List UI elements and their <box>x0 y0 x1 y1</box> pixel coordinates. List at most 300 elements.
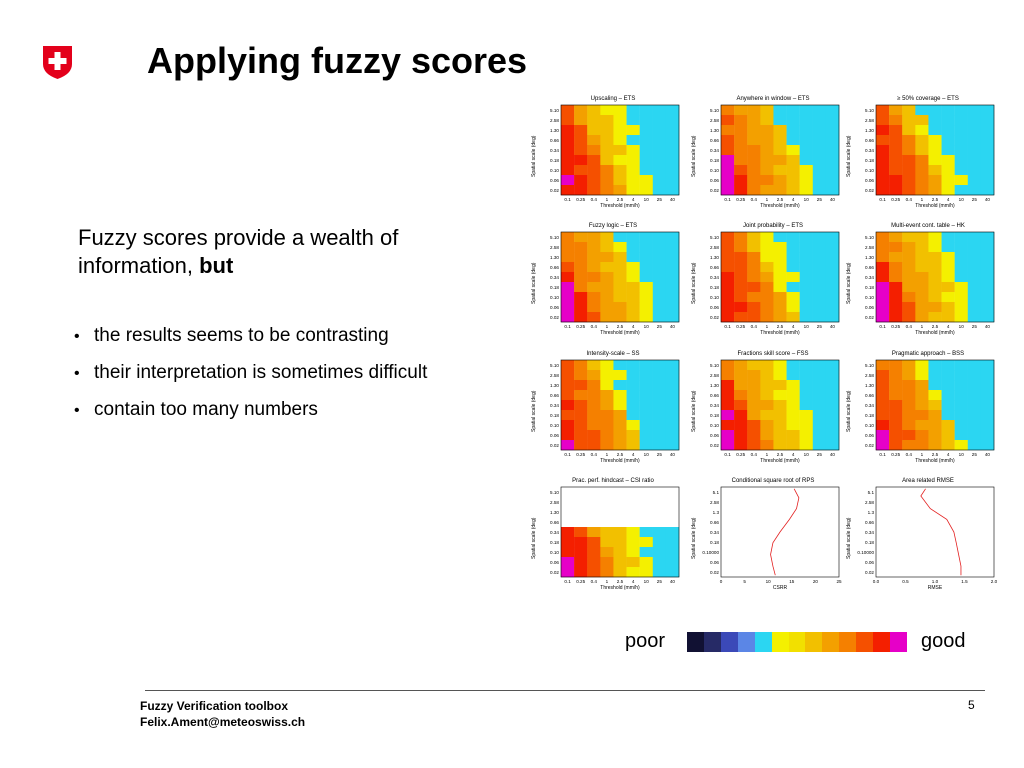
heatmap-cell <box>968 105 981 115</box>
heatmap-cell <box>734 232 747 242</box>
heatmap-cell <box>876 312 889 322</box>
heatmap-cell <box>813 302 826 312</box>
heatmap-cell <box>574 497 587 507</box>
heatmap-cell <box>915 390 928 400</box>
heatmap-cell <box>928 360 941 370</box>
heatmap-cell <box>627 400 640 410</box>
heatmap-cell <box>800 292 813 302</box>
heatmap-cell <box>587 312 600 322</box>
slide-title: Applying fuzzy scores <box>147 40 528 81</box>
heatmap-cell <box>773 282 786 292</box>
heatmap-cell <box>640 125 653 135</box>
heatmap-cell <box>928 185 941 195</box>
heatmap-cell <box>666 507 679 517</box>
heatmap-cell <box>640 420 653 430</box>
heatmap-cell <box>640 547 653 557</box>
x-tick-label: 10 <box>765 579 771 584</box>
x-tick-label: 0.1 <box>564 452 571 457</box>
heatmap-cell <box>653 302 666 312</box>
legend-swatch <box>873 632 890 652</box>
heatmap-cell <box>587 360 600 370</box>
heatmap-cell <box>600 487 613 497</box>
x-tick-label: 15 <box>789 579 795 584</box>
heatmap-cell <box>968 175 981 185</box>
panel-plot <box>697 222 849 340</box>
heatmap-cell <box>666 105 679 115</box>
y-tick-label: 0.06 <box>865 432 874 438</box>
heatmap-cell <box>666 497 679 507</box>
heatmap-cell <box>747 292 760 302</box>
heatmap-cell <box>653 410 666 420</box>
heatmap-cell <box>760 440 773 450</box>
heatmap-cell <box>876 420 889 430</box>
heatmap-cell <box>902 410 915 420</box>
heatmap-cell <box>773 175 786 185</box>
heatmap-cell <box>760 232 773 242</box>
heatmap-cell <box>613 175 626 185</box>
heatmap-cell <box>760 282 773 292</box>
heatmap-cell <box>800 272 813 282</box>
heatmap-cell <box>928 252 941 262</box>
heatmap-cell <box>800 302 813 312</box>
heatmap-cell <box>666 517 679 527</box>
x-tick-label: 40 <box>984 324 991 329</box>
heatmap-cell <box>902 125 915 135</box>
x-tick-label: 40 <box>829 197 836 202</box>
y-tick-label: 0.34 <box>550 274 559 280</box>
heatmap-cell <box>773 400 786 410</box>
heatmap-cell <box>981 420 994 430</box>
heatmap-cell <box>627 370 640 380</box>
heatmap-cell <box>773 420 786 430</box>
heatmap-cell <box>747 175 760 185</box>
heatmap-cell <box>574 125 587 135</box>
y-tick-label: 0.66 <box>710 264 719 270</box>
x-tick-label: 0.1 <box>564 197 571 202</box>
x-tick-label: 5 <box>743 579 746 584</box>
x-tick-label: 25 <box>656 324 662 329</box>
heatmap-cell <box>561 410 574 420</box>
heatmap-cell <box>613 400 626 410</box>
y-tick-label: 0.10 <box>710 294 719 300</box>
heatmap-cell <box>800 410 813 420</box>
heatmap-cell <box>942 282 955 292</box>
heatmap-cell <box>653 360 666 370</box>
heatmap-cell <box>653 262 666 272</box>
heatmap-cell <box>942 185 955 195</box>
y-tick-label: 0.02 <box>710 442 719 448</box>
heatmap-cell <box>666 135 679 145</box>
heatmap-cell <box>721 292 734 302</box>
heatmap-cell <box>787 252 800 262</box>
heatmap-cell <box>613 125 626 135</box>
heatmap-cell <box>613 390 626 400</box>
heatmap-cell <box>666 302 679 312</box>
heatmap-cell <box>968 312 981 322</box>
x-tick-label: 0 <box>719 579 723 584</box>
heatmap-cell <box>773 115 786 125</box>
heatmap-cell <box>928 400 941 410</box>
heatmap-cell <box>981 410 994 420</box>
heatmap-cell <box>734 135 747 145</box>
x-tick-label: 0.4 <box>750 197 757 202</box>
heatmap-cell <box>889 360 902 370</box>
heatmap-cell <box>981 380 994 390</box>
heatmap-cell <box>955 430 968 440</box>
heatmap-cell <box>587 242 600 252</box>
heatmap-cell <box>813 440 826 450</box>
heatmap-cell <box>574 527 587 537</box>
heatmap-cell <box>734 302 747 312</box>
y-tick-label: 0.10 <box>550 549 559 555</box>
heatmap-cell <box>800 420 813 430</box>
y-tick-label: 0.10 <box>550 294 559 300</box>
x-tick-label: 20 <box>812 579 818 584</box>
heatmap-cell <box>587 507 600 517</box>
heatmap-cell <box>787 370 800 380</box>
heatmap-cell <box>942 145 955 155</box>
heatmap-cell <box>876 400 889 410</box>
x-tick-label: 0.25 <box>891 197 901 202</box>
heatmap-cell <box>826 312 839 322</box>
heatmap-cell <box>640 272 653 282</box>
x-tick-label: 2.5 <box>616 579 624 584</box>
heatmap-cell <box>787 175 800 185</box>
heatmap-cell <box>928 302 941 312</box>
heatmap-cell <box>760 125 773 135</box>
heatmap-cell <box>627 282 640 292</box>
heatmap-cell <box>561 282 574 292</box>
heatmap-cell <box>640 430 653 440</box>
heatmap-cell <box>773 165 786 175</box>
heatmap-cell <box>942 380 955 390</box>
heatmap-cell <box>574 175 587 185</box>
heatmap-cell <box>640 370 653 380</box>
heatmap-cell <box>876 440 889 450</box>
heatmap-cell <box>981 312 994 322</box>
y-tick-label: 0.66 <box>710 392 719 398</box>
heatmap-cell <box>813 410 826 420</box>
heatmap-cell <box>800 282 813 292</box>
footer-divider <box>145 690 985 691</box>
heatmap-cell <box>889 440 902 450</box>
heatmap-cell <box>666 487 679 497</box>
legend-swatch <box>772 632 789 652</box>
heatmap-cell <box>587 400 600 410</box>
heatmap-cell <box>613 557 626 567</box>
x-axis-label: RMSE <box>927 585 943 591</box>
heatmap-cell <box>640 557 653 567</box>
y-tick-label: 0.10000 <box>857 549 874 555</box>
x-tick-label: 40 <box>669 579 676 584</box>
heatmap-cell <box>600 302 613 312</box>
heatmap-cell <box>760 165 773 175</box>
heatmap-cell <box>915 420 928 430</box>
heatmap-cell <box>734 185 747 195</box>
heatmap-cell <box>587 567 600 577</box>
heatmap-cell <box>587 547 600 557</box>
x-tick-label: 0.1 <box>564 324 571 329</box>
heatmap-cell <box>889 185 902 195</box>
heatmap-cell <box>889 390 902 400</box>
heatmap-cell <box>721 282 734 292</box>
heatmap-cell <box>902 420 915 430</box>
heatmap-cell <box>561 262 574 272</box>
heatmap-cell <box>587 165 600 175</box>
heatmap-cell <box>587 145 600 155</box>
heatmap-cell <box>561 400 574 410</box>
heatmap-cell <box>902 115 915 125</box>
heatmap-cell <box>666 390 679 400</box>
panel-title: Anywhere in window – ETS <box>736 96 810 102</box>
heatmap-cell <box>902 145 915 155</box>
heatmap-cell <box>928 135 941 145</box>
heatmap-cell <box>666 232 679 242</box>
heatmap-cell <box>747 115 760 125</box>
heatmap-cell <box>915 410 928 420</box>
y-tick-label: 0.02 <box>550 187 559 193</box>
heatmap-cell <box>640 185 653 195</box>
heatmap-cell <box>981 292 994 302</box>
heatmap-cell <box>955 440 968 450</box>
heatmap-cell <box>942 370 955 380</box>
heatmap-cell <box>627 312 640 322</box>
heatmap-cell <box>813 185 826 195</box>
y-tick-label: 0.06 <box>550 432 559 438</box>
heatmap-cell <box>653 380 666 390</box>
heatmap-cell <box>968 262 981 272</box>
heatmap-cell <box>627 292 640 302</box>
y-tick-label: 0.34 <box>550 402 559 408</box>
y-tick-label: 0.18 <box>865 157 874 163</box>
heatmap-cell <box>747 380 760 390</box>
heatmap-cell <box>968 400 981 410</box>
heatmap-cell <box>800 125 813 135</box>
heatmap-cell <box>747 430 760 440</box>
heatmap-cell <box>574 380 587 390</box>
x-tick-label: 0.4 <box>905 197 912 202</box>
heatmap-cell <box>721 370 734 380</box>
heatmap-cell <box>915 125 928 135</box>
heatmap-cell <box>876 370 889 380</box>
heatmap-cell <box>902 370 915 380</box>
heatmap-cell <box>653 135 666 145</box>
heatmap-cell <box>955 292 968 302</box>
heatmap-cell <box>613 410 626 420</box>
heatmap-cell <box>653 105 666 115</box>
bullet-item: • their interpretation is sometimes difficult <box>74 362 428 383</box>
x-tick-label: 2.5 <box>931 324 939 329</box>
heatmap-cell <box>561 567 574 577</box>
heatmap-cell <box>627 547 640 557</box>
heatmap-cell <box>627 175 640 185</box>
heatmap-cell <box>902 292 915 302</box>
heatmap-cell <box>876 272 889 282</box>
heatmap-cell <box>928 440 941 450</box>
heatmap-cell <box>627 272 640 282</box>
heatmap-cell <box>968 185 981 195</box>
heatmap-cell <box>653 175 666 185</box>
heatmap-cell <box>600 360 613 370</box>
heatmap-cell <box>813 292 826 302</box>
heatmap-cell <box>561 155 574 165</box>
heatmap-cell <box>653 527 666 537</box>
heatmap-cell <box>955 282 968 292</box>
y-axis-label: Spatial scale (deg) <box>691 517 697 559</box>
heatmap-cell <box>826 370 839 380</box>
heatmap-cell <box>928 165 941 175</box>
y-tick-label: 2.58 <box>865 117 874 123</box>
legend-swatch <box>856 632 873 652</box>
y-tick-label: 0.66 <box>550 392 559 398</box>
y-tick-label: 1.30 <box>710 127 719 133</box>
y-tick-label: 0.02 <box>550 569 559 575</box>
x-tick-label: 1.0 <box>931 579 939 584</box>
heatmap-cell <box>600 567 613 577</box>
y-tick-label: 0.02 <box>865 569 874 575</box>
heatmap-cell <box>666 125 679 135</box>
heatmap-cell <box>587 527 600 537</box>
heatmap-cell <box>734 430 747 440</box>
heatmap-cell <box>627 252 640 262</box>
heatmap-cell <box>876 242 889 252</box>
heatmap-cell <box>747 440 760 450</box>
heatmap-cell <box>613 430 626 440</box>
heatmap-cell <box>889 430 902 440</box>
x-axis-label: Threshold (mm/h) <box>600 330 640 336</box>
heatmap-cell <box>968 242 981 252</box>
heatmap-cell <box>876 360 889 370</box>
heatmap-cell <box>721 410 734 420</box>
y-tick-label: 5.10 <box>710 362 719 368</box>
y-tick-label: 0.06 <box>550 559 559 565</box>
heatmap-cell <box>574 262 587 272</box>
heatmap-cell <box>600 282 613 292</box>
heatmap-cell <box>902 262 915 272</box>
heatmap-cell <box>600 527 613 537</box>
heatmap-cell <box>760 105 773 115</box>
panel-title: Fractions skill score – FSS <box>737 351 809 357</box>
heatmap-cell <box>640 262 653 272</box>
heatmap-cell <box>787 135 800 145</box>
heatmap-cell <box>760 155 773 165</box>
y-tick-label: 5.10 <box>550 362 559 368</box>
heatmap-cell <box>721 155 734 165</box>
x-tick-label: 2.0 <box>990 579 998 584</box>
heatmap-cell <box>981 272 994 282</box>
heatmap-cell <box>902 105 915 115</box>
heatmap-cell <box>600 135 613 145</box>
heatmap-cell <box>800 232 813 242</box>
y-tick-label: 0.34 <box>710 147 719 153</box>
heatmap-cell <box>955 312 968 322</box>
x-axis-label: Threshold (mm/h) <box>915 203 955 209</box>
x-axis-label: Threshold (mm/h) <box>760 458 800 464</box>
x-tick-label: 0.25 <box>891 324 901 329</box>
heatmap-cell <box>902 272 915 282</box>
heatmap-cell <box>587 537 600 547</box>
x-tick-label: 0.4 <box>750 452 757 457</box>
heatmap-cell <box>787 302 800 312</box>
heatmap-cell <box>613 155 626 165</box>
heatmap-cell <box>613 567 626 577</box>
heatmap-cell <box>653 115 666 125</box>
panel-plot <box>852 222 1004 340</box>
heatmap-cell <box>955 145 968 155</box>
heatmap-cell <box>613 165 626 175</box>
heatmap-cell <box>734 312 747 322</box>
panel-title: Area related RMSE <box>902 478 954 484</box>
heatmap-cell <box>915 262 928 272</box>
heatmap-cell <box>600 165 613 175</box>
heatmap-cell <box>773 252 786 262</box>
heatmap-cell <box>574 547 587 557</box>
heatmap-cell <box>800 312 813 322</box>
heatmap-cell <box>928 312 941 322</box>
legend-swatch <box>789 632 806 652</box>
heatmap-cell <box>942 390 955 400</box>
heatmap-cell <box>902 312 915 322</box>
heatmap-cell <box>813 135 826 145</box>
heatmap-cell <box>787 242 800 252</box>
x-tick-label: 0.4 <box>750 324 757 329</box>
heatmap-cell <box>734 252 747 262</box>
heatmap-cell <box>600 440 613 450</box>
heatmap-cell <box>574 420 587 430</box>
series-line <box>921 489 961 575</box>
heatmap-cell <box>955 272 968 282</box>
heatmap-cell <box>747 185 760 195</box>
heatmap-cell <box>613 420 626 430</box>
heatmap-cell <box>747 252 760 262</box>
y-tick-label: 2.58 <box>550 499 559 505</box>
heatmap-cell <box>915 440 928 450</box>
heatmap-cell <box>666 440 679 450</box>
heatmap-cell <box>666 292 679 302</box>
heatmap-cell <box>653 390 666 400</box>
x-tick-label: 0.0 <box>872 579 880 584</box>
heatmap-cell <box>915 145 928 155</box>
swiss-flag-icon <box>41 44 74 80</box>
heatmap-cell <box>787 380 800 390</box>
heatmap-cell <box>734 105 747 115</box>
heatmap-cell <box>561 242 574 252</box>
heatmap-cell <box>613 105 626 115</box>
heatmap-cell <box>587 370 600 380</box>
heatmap-cell <box>747 165 760 175</box>
heatmap-cell <box>826 400 839 410</box>
heatmap-cell <box>561 487 574 497</box>
heatmap-cell <box>721 185 734 195</box>
heatmap-cell <box>981 125 994 135</box>
heatmap-cell <box>561 115 574 125</box>
heatmap-cell <box>587 262 600 272</box>
heatmap-cell <box>600 400 613 410</box>
heatmap-cell <box>613 252 626 262</box>
heatmap-cell <box>981 302 994 312</box>
heatmap-cell <box>942 420 955 430</box>
heatmap-cell <box>574 105 587 115</box>
heatmap-cell <box>889 145 902 155</box>
heatmap-cell <box>902 185 915 195</box>
heatmap-cell <box>574 567 587 577</box>
y-tick-label: 1.30 <box>550 254 559 260</box>
x-tick-label: 4 <box>946 197 950 202</box>
heatmap-cell <box>613 380 626 390</box>
heatmap-cell <box>981 185 994 195</box>
heatmap-cell <box>942 105 955 115</box>
heatmap-cell <box>773 312 786 322</box>
